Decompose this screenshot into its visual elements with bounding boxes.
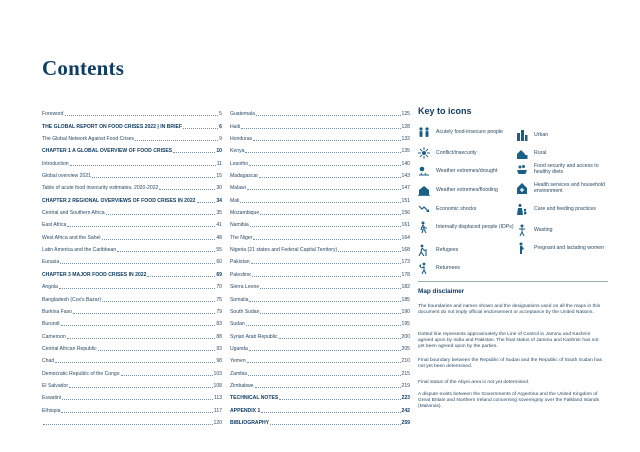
- toc-entry[interactable]: [42, 303, 222, 315]
- dot-leader: [253, 238, 400, 240]
- toc-entry[interactable]: [42, 278, 222, 290]
- key-item-label: Weather extremes/drought: [436, 168, 498, 174]
- toc-entry[interactable]: [42, 377, 222, 389]
- toc-page-number: 83: [216, 321, 222, 328]
- toc-entry[interactable]: [42, 228, 222, 240]
- rural-icon: [516, 147, 528, 159]
- toc-entry[interactable]: [42, 340, 222, 352]
- toc-page-number: 151: [401, 197, 410, 204]
- key-item: [418, 262, 514, 274]
- key-item: [516, 242, 606, 254]
- toc-page-number: 156: [401, 210, 410, 217]
- dot-leader: [256, 114, 401, 116]
- dot-leader: [67, 225, 215, 227]
- dot-leader: [260, 287, 400, 289]
- toc-page-number: 143: [401, 173, 410, 180]
- dot-leader: [102, 300, 215, 302]
- page-title: Contents: [42, 56, 125, 80]
- toc-page-number: 147: [401, 185, 410, 192]
- toc-page-number: 79: [216, 308, 222, 315]
- toc-entry-title: Zambia: [230, 370, 247, 377]
- dot-leader: [147, 275, 215, 277]
- disclaimer-paragraph: The boundaries and names shown and the designations used on all the maps in this document do not imply official endorsement or acceptance by the United Nations.: [418, 304, 601, 316]
- toc-page-number: 98: [216, 358, 222, 365]
- dot-leader: [102, 238, 216, 240]
- toc-page-number: 173: [401, 259, 410, 266]
- key-item: [516, 129, 606, 141]
- dot-leader: [135, 139, 218, 141]
- toc-page-number: 75: [216, 296, 222, 303]
- toc-page-number: 182: [401, 284, 410, 291]
- toc-page-number: 6: [219, 123, 222, 130]
- toc-entry-title: Global overview 2021: [42, 173, 91, 180]
- key-item-label: Pregnant and lactating women: [534, 245, 605, 251]
- map-disclaimer-heading: Map disclaimer: [418, 288, 465, 295]
- dot-leader: [73, 312, 215, 314]
- dot-leader: [261, 411, 400, 413]
- toc-page-number: 128: [401, 123, 410, 130]
- toc-entry[interactable]: [230, 167, 410, 179]
- dot-leader: [246, 324, 401, 326]
- toc-page-number: 117: [213, 407, 222, 414]
- toc-entry-title: Eurasia: [42, 259, 60, 266]
- toc-entry-title: Eswatini: [42, 395, 61, 402]
- dot-leader: [121, 374, 213, 376]
- people-icon: [418, 126, 430, 138]
- dot-leader: [249, 349, 401, 351]
- toc-page-number: 135: [401, 148, 410, 155]
- key-item: [418, 184, 514, 196]
- toc-entry[interactable]: [230, 364, 410, 376]
- health-services-icon: [516, 182, 528, 194]
- dot-leader: [59, 287, 215, 289]
- dot-leader: [247, 361, 401, 363]
- pregnant-lactating-icon: [516, 242, 528, 254]
- toc-page-number: 242: [401, 407, 410, 414]
- dot-leader: [253, 139, 400, 141]
- idp-icon: [418, 221, 430, 233]
- toc-entry[interactable]: [230, 253, 410, 265]
- food-security-icon: [516, 163, 528, 175]
- toc-entry-title: Guatemala: [230, 111, 255, 118]
- toc-entry[interactable]: [230, 142, 410, 154]
- key-item-label: Conflict/insecurity: [436, 150, 477, 156]
- toc-page-number: 125: [401, 111, 410, 118]
- dot-leader: [250, 225, 401, 227]
- toc-entry[interactable]: [230, 105, 410, 117]
- toc-entry-title: Burundi: [42, 321, 60, 328]
- dot-leader: [240, 201, 400, 203]
- toc-page-number: 164: [401, 234, 410, 241]
- dot-leader: [61, 324, 216, 326]
- toc-entry-title: Democratic Republic of the Congo: [42, 370, 120, 377]
- key-to-icons-heading: Key to icons: [418, 106, 472, 116]
- toc-entry[interactable]: [42, 401, 222, 413]
- key-item: [516, 163, 606, 175]
- key-item: [418, 147, 514, 159]
- key-item-label: Urban: [534, 132, 549, 138]
- toc-page-number: 70: [216, 284, 222, 291]
- toc-entry-title: Zimbabwe: [230, 382, 254, 389]
- dot-leader: [55, 361, 215, 363]
- dot-leader: [106, 213, 216, 215]
- dot-leader: [249, 164, 400, 166]
- toc-entry-title: Pakistan: [230, 259, 250, 266]
- toc-entry-title: Central and Southern Africa: [42, 210, 105, 217]
- toc-entry-title: BIBLIOGRAPHY: [230, 419, 270, 426]
- toc-chapter-entry[interactable]: [42, 117, 222, 129]
- toc-entry-title: Chad: [42, 358, 55, 365]
- dot-leader: [245, 151, 400, 153]
- key-item: [418, 244, 514, 256]
- toc-entry-title: Mali: [230, 197, 240, 204]
- toc-entry[interactable]: [230, 228, 410, 240]
- toc-entry[interactable]: [42, 216, 222, 228]
- dot-leader: [173, 151, 215, 153]
- toc-entry-title: Table of acute food insecurity estimates, 2020-2022: [42, 185, 159, 192]
- toc-page-number: 34: [216, 197, 222, 204]
- toc-entry-title: TECHNICAL NOTES: [230, 395, 279, 402]
- dot-leader: [117, 250, 215, 252]
- key-item-label: Internally displaced people (IDPs): [436, 224, 514, 230]
- toc-entry-title: Sierra Leone: [230, 284, 260, 291]
- toc-entry-title: The Global Network Against Food Crises: [42, 136, 135, 143]
- toc-page-number: 15: [216, 173, 222, 180]
- toc-entry-title: El Salvador: [42, 382, 69, 389]
- toc-page-number: 11: [216, 160, 222, 167]
- returnees-icon: [418, 262, 430, 274]
- toc-page-number: 88: [216, 333, 222, 340]
- dot-leader: [92, 176, 215, 178]
- toc-entry-title: Kenya: [230, 148, 245, 155]
- toc-chapter-entry[interactable]: [230, 414, 410, 426]
- toc-entry[interactable]: [230, 117, 410, 129]
- toc-page-number: 108: [213, 382, 222, 389]
- toc-entry-title: Angola: [42, 284, 58, 291]
- toc-page-number: 140: [401, 160, 410, 167]
- toc-entry[interactable]: [42, 167, 222, 179]
- toc-left-column: [42, 105, 222, 426]
- toc-entry[interactable]: [42, 179, 222, 191]
- toc-page-number: 113: [213, 395, 222, 402]
- toc-page-number: 48: [216, 234, 222, 241]
- toc-page-number: 93: [216, 345, 222, 352]
- toc-page-number: 120: [213, 419, 222, 426]
- dot-leader: [65, 114, 219, 116]
- toc-page-number: 200: [401, 333, 410, 340]
- toc-entry-title: Burkina Faso: [42, 308, 73, 315]
- toc-entry-title: West Africa and the Sahel: [42, 234, 101, 241]
- dot-leader: [43, 423, 213, 425]
- toc-page-number: 219: [401, 382, 410, 389]
- key-item: [418, 221, 514, 233]
- toc-entry-title: Somalia: [230, 296, 249, 303]
- toc-entry-title: Central African Republic: [42, 345, 97, 352]
- wasting-icon: [516, 224, 528, 236]
- toc-entry-title: Cameroon: [42, 333, 66, 340]
- dot-leader: [241, 127, 400, 129]
- toc-entry[interactable]: [230, 315, 410, 327]
- key-item-label: Food security and access to healthy diets: [534, 163, 599, 175]
- toc-chapter-entry[interactable]: [42, 142, 222, 154]
- toc-page-number: 205: [401, 345, 410, 352]
- key-item-label: Rural: [534, 150, 547, 156]
- toc-entry[interactable]: [42, 253, 222, 265]
- toc-entry-title: THE GLOBAL REPORT ON FOOD CRISES 2022 | IN BRIEF: [42, 123, 183, 130]
- key-item-label: Wasting: [534, 227, 553, 233]
- disclaimer-paragraph: Final status of the Abyei area is not yet determined.: [418, 380, 530, 385]
- toc-entry[interactable]: [42, 204, 222, 216]
- key-item: [516, 224, 606, 236]
- toc-page-number: 161: [401, 222, 410, 229]
- key-item-label: Care and feeding practices: [534, 206, 596, 212]
- toc-entry[interactable]: [230, 327, 410, 339]
- toc-entry-title: Syrian Arab Republic: [230, 333, 278, 340]
- dot-leader: [61, 411, 212, 413]
- toc-entry-title: The Niger: [230, 234, 253, 241]
- dot-leader: [260, 213, 400, 215]
- toc-entry[interactable]: [230, 191, 410, 203]
- dot-leader: [67, 337, 216, 339]
- toc-page-number: 190: [401, 308, 410, 315]
- toc-entry-title: Haiti: [230, 123, 241, 130]
- toc-entry-title: Yemen: [230, 358, 246, 365]
- disclaimer-paragraph: Final boundary between the Republic of Sudan and the Republic of South Sudan has not yet been determined.: [418, 358, 603, 370]
- toc-chapter-entry[interactable]: [230, 401, 410, 413]
- toc-entry-title: Bangladesh (Cox's Bazar): [42, 296, 102, 303]
- dot-leader: [255, 386, 401, 388]
- toc-page-number: 215: [401, 370, 410, 377]
- toc-chapter-entry[interactable]: [42, 191, 222, 203]
- toc-entry-title: Namibia: [230, 222, 249, 229]
- toc-entry-title: Palestine: [230, 271, 251, 278]
- toc-page-number: 10: [216, 148, 222, 155]
- toc-entry-title: Honduras: [230, 136, 253, 143]
- toc-entry-title: Nigeria (21 states and Federal Capital Territory): [230, 247, 338, 254]
- dot-leader: [62, 398, 213, 400]
- toc-entry-title: Sudan: [230, 321, 245, 328]
- dot-leader: [98, 349, 216, 351]
- toc-entry-title: Ethiopia: [42, 407, 61, 414]
- toc-entry-title: Foreword: [42, 111, 64, 118]
- divider: [418, 281, 608, 282]
- toc-entry-title: South Sudan: [230, 308, 260, 315]
- toc-page-number: 195: [401, 321, 410, 328]
- toc-entry-title: Madagascar: [230, 173, 259, 180]
- toc-entry-title: Mozambique: [230, 210, 260, 217]
- toc-entry-title: Lesotho: [230, 160, 249, 167]
- dot-leader: [197, 201, 216, 203]
- toc-page-number: 9: [219, 136, 222, 143]
- dot-leader: [247, 188, 401, 190]
- key-item-label: Economic shocks: [436, 206, 477, 212]
- toc-page-number: 259: [401, 419, 410, 426]
- toc-entry[interactable]: [42, 290, 222, 302]
- toc-entry[interactable]: [42, 389, 222, 401]
- toc-entry[interactable]: [230, 303, 410, 315]
- toc-right-column: [230, 105, 410, 426]
- key-item-label: Health services and household environment: [534, 182, 605, 194]
- toc-page-number: 5: [219, 111, 222, 118]
- toc-page-number: 178: [401, 271, 410, 278]
- toc-entry[interactable]: [230, 265, 410, 277]
- toc-entry[interactable]: [230, 352, 410, 364]
- conflict-icon: [418, 147, 430, 159]
- disclaimer-paragraph: A dispute exists between the Governments of Argentina and the United Kingdom of Great Britain and Northern Ireland concerning sovereignty over the Falkland Islands (Malvinas).: [418, 392, 600, 410]
- dot-leader: [183, 127, 218, 129]
- toc-entry[interactable]: [42, 327, 222, 339]
- toc-entry[interactable]: [230, 154, 410, 166]
- key-item-label: Refugees: [436, 247, 459, 253]
- dot-leader: [279, 337, 401, 339]
- dot-leader: [259, 176, 400, 178]
- toc-page-number: 103: [213, 370, 222, 377]
- toc-entry[interactable]: [42, 352, 222, 364]
- toc-entry-title: Introduction: [42, 160, 69, 167]
- toc-entry-title: APPENDIX 1: [230, 407, 261, 414]
- dot-leader: [159, 188, 215, 190]
- toc-page-number: 132: [401, 136, 410, 143]
- toc-entry[interactable]: [230, 340, 410, 352]
- dot-leader: [251, 262, 401, 264]
- toc-entry[interactable]: [230, 278, 410, 290]
- toc-page-number: 69: [216, 271, 222, 278]
- toc-page-number: 168: [401, 247, 410, 254]
- toc-page-number: 210: [401, 358, 410, 365]
- toc-entry[interactable]: [42, 105, 222, 117]
- dot-leader: [70, 164, 216, 166]
- toc-page-number: 41: [216, 222, 222, 229]
- toc-entry[interactable]: [42, 154, 222, 166]
- key-item: [516, 147, 606, 159]
- key-item: [516, 182, 606, 194]
- dot-leader: [252, 275, 401, 277]
- dot-leader: [60, 262, 215, 264]
- dot-leader: [248, 374, 401, 376]
- toc-entry[interactable]: [230, 216, 410, 228]
- toc-page-number: 185: [401, 296, 410, 303]
- drought-icon: [418, 165, 430, 177]
- toc-entry[interactable]: [230, 130, 410, 142]
- economic-shocks-icon: [418, 203, 430, 215]
- toc-entry[interactable]: [230, 204, 410, 216]
- toc-entry[interactable]: [230, 377, 410, 389]
- toc-entry-title: Latin America and the Caribbean: [42, 247, 117, 254]
- toc-entry[interactable]: [42, 315, 222, 327]
- toc-entry-title: CHAPTER 2 REGIONAL OVERVIEWS OF FOOD CRISES IN 2022: [42, 197, 196, 204]
- key-item: [418, 203, 514, 215]
- dot-leader: [260, 312, 400, 314]
- key-item: [418, 165, 514, 177]
- key-item: [516, 203, 606, 215]
- refugees-icon: [418, 244, 430, 256]
- toc-entry-title: Uganda: [230, 345, 248, 352]
- toc-entry-title: CHAPTER 3 MAJOR FOOD CRISES IN 2022: [42, 271, 147, 278]
- disclaimer-paragraph: Dotted line represents approximately the Line of Control in Jammu and Kashmir agreed upon by India and Pakistan. The final status of Jammu and Kashmir has not yet been agreed upon by the parties.: [418, 332, 599, 350]
- toc-entry[interactable]: [42, 130, 222, 142]
- flood-icon: [418, 184, 430, 196]
- care-feeding-icon: [516, 203, 528, 215]
- dot-leader: [69, 386, 212, 388]
- toc-entry[interactable]: [42, 414, 222, 426]
- toc-entry[interactable]: [42, 241, 222, 253]
- key-item: [418, 126, 514, 138]
- toc-entry[interactable]: [230, 290, 410, 302]
- dot-leader: [249, 300, 400, 302]
- dot-leader: [338, 250, 400, 252]
- toc-entry[interactable]: [230, 241, 410, 253]
- dot-leader: [270, 423, 400, 425]
- key-item-label: Returnees: [436, 265, 460, 271]
- dot-leader: [279, 398, 400, 400]
- toc-entry-title: Malawi: [230, 185, 246, 192]
- urban-icon: [516, 129, 528, 141]
- toc-chapter-entry[interactable]: [230, 389, 410, 401]
- key-item-label: Acutely food-insecure people: [436, 129, 503, 135]
- toc-chapter-entry[interactable]: [42, 265, 222, 277]
- toc-page-number: 55: [216, 247, 222, 254]
- toc-page-number: 30: [216, 185, 222, 192]
- toc-page-number: 35: [216, 210, 222, 217]
- key-item-label: Weather extremes/flooding: [436, 187, 498, 193]
- toc-page-number: 60: [216, 259, 222, 266]
- toc-entry[interactable]: [230, 179, 410, 191]
- toc-page-number: 223: [401, 395, 410, 402]
- toc-entry[interactable]: [42, 364, 222, 376]
- toc-entry-title: CHAPTER 1 A GLOBAL OVERVIEW OF FOOD CRISES: [42, 148, 173, 155]
- toc-entry-title: East Africa: [42, 222, 67, 229]
